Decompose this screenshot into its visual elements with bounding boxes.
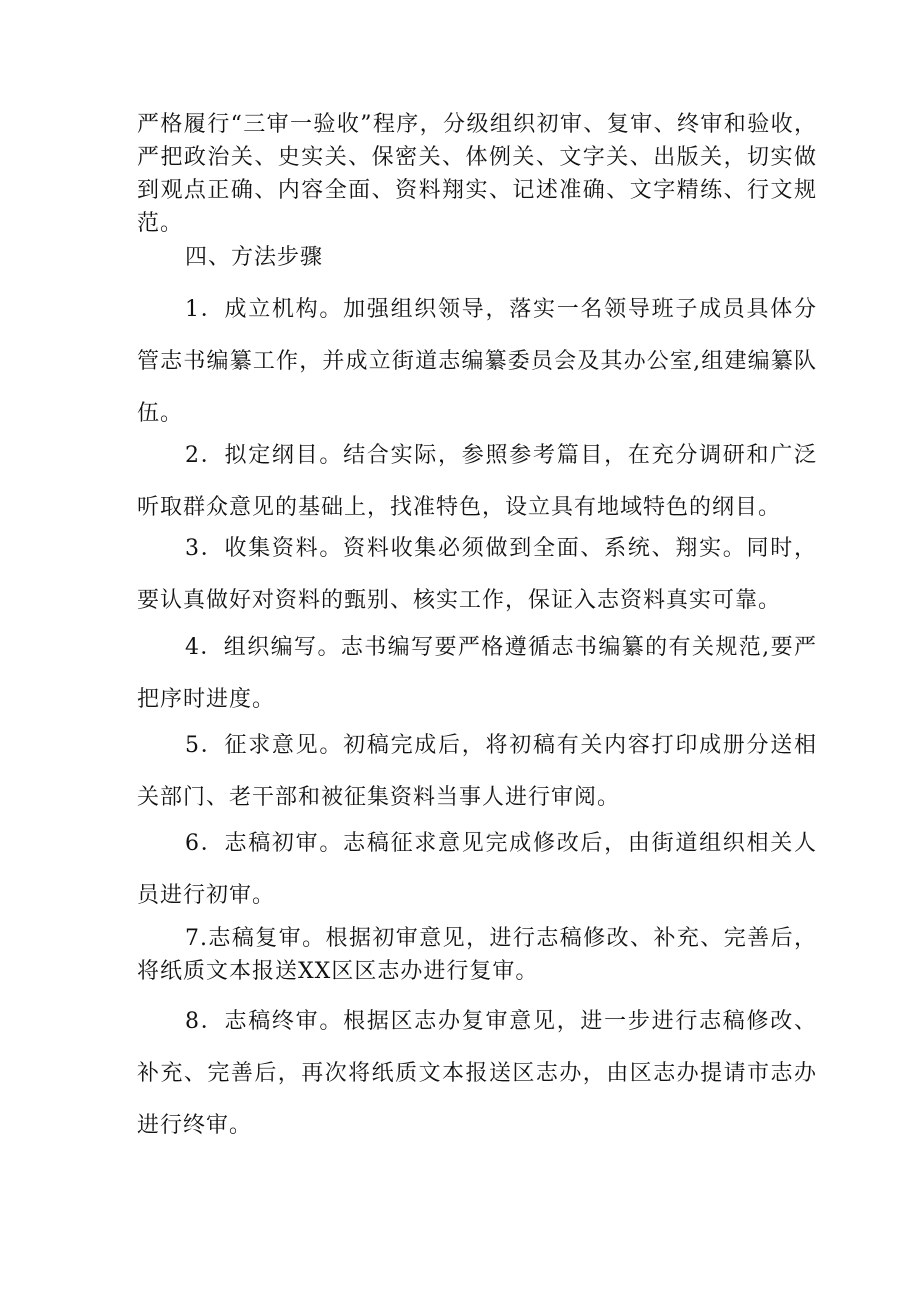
paragraph-review-process: 严格履行“三审一验收”程序，分级组织初审、复审、终审和验收，严把政治关、史实关、保密关、体例关、文字关、出版关，切实做到观点正确、内容全面、资料翔实、记述准确、文字精练、行文规范。 — [137, 112, 817, 236]
paragraph-step-7: 7.志稿复审。根据初审意见，进行志稿修改、补充、完善后，将纸质文本报送XX区区志办进行复审。 — [137, 926, 817, 984]
paragraph-step-8: 8．志稿终审。根据区志办复审意见，进一步进行志稿修改、补充、完善后，再次将纸质文本报送区志办，由区志办提请市志办进行终审。 — [137, 1009, 817, 1138]
paragraph-step-4: 4．组织编写。志书编写要严格遵循志书编纂的有关规范,要严把序时进度。 — [137, 635, 817, 712]
section-heading-methods: 四、方法步骤 — [185, 245, 324, 270]
paragraph-step-2: 2．拟定纲目。结合实际，参照参考篇目，在充分调研和广泛听取群众意见的基础上，找准特色，设立具有地域特色的纲目。 — [137, 443, 817, 520]
paragraph-step-6: 6．志稿初审。志稿征求意见完成修改后，由街道组织相关人员进行初审。 — [137, 831, 817, 908]
paragraph-step-5: 5．征求意见。初稿完成后，将初稿有关内容打印成册分送相关部门、老干部和被征集资料当事人进行审阅。 — [137, 733, 817, 810]
paragraph-step-1: 1．成立机构。加强组织领导，落实一名领导班子成员具体分管志书编纂工作，并成立街道志编纂委员会及其办公室,组建编纂队伍。 — [137, 297, 817, 426]
paragraph-step-3: 3．收集资料。资料收集必须做到全面、系统、翔实。同时，要认真做好对资料的甄别、核实工作，保证入志资料真实可靠。 — [137, 536, 817, 613]
